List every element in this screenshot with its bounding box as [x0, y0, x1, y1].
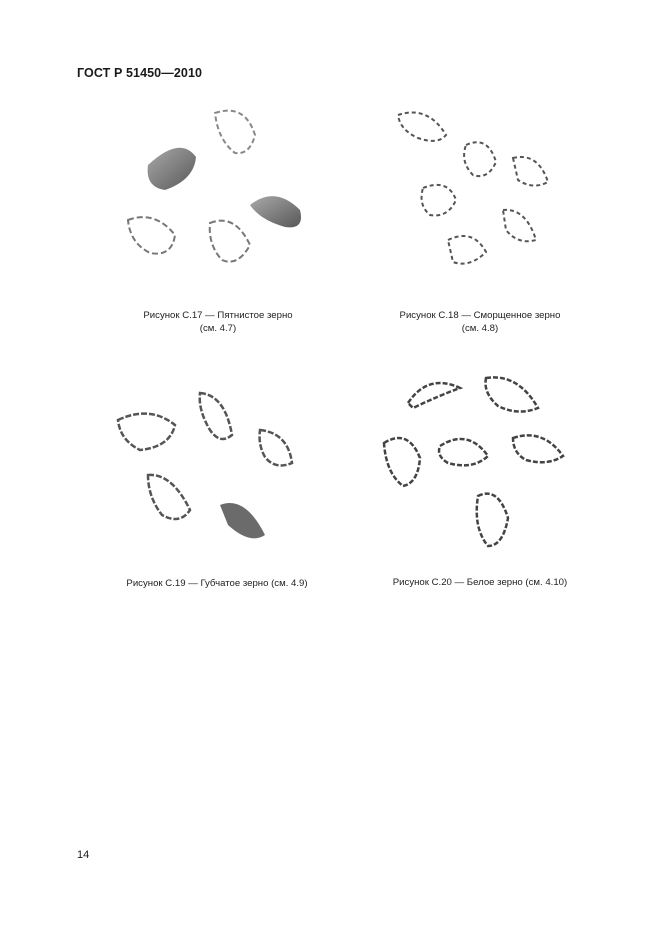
- figure-c20-image: [378, 368, 573, 553]
- document-header: ГОСТ Р 51450—2010: [77, 66, 203, 80]
- bean-3: [250, 196, 301, 227]
- figure-c18-caption: Рисунок С.18 — Сморщенное зерно (см. 4.8): [399, 310, 561, 334]
- bean-2: [200, 393, 232, 439]
- figure-c17-caption: Рисунок С.17 — Пятнистое зерно (см. 4.7): [143, 310, 293, 334]
- bean-3: [513, 157, 548, 186]
- bean-5: [220, 503, 265, 538]
- page-number: 14: [77, 849, 90, 861]
- bean-5: [513, 435, 563, 462]
- bean-4: [148, 475, 190, 519]
- bean-2: [148, 148, 196, 190]
- bean-5: [503, 210, 536, 241]
- bean-2: [464, 142, 496, 176]
- bean-4: [422, 185, 456, 216]
- figure-c17-image: [110, 95, 320, 275]
- bean-5: [210, 221, 250, 262]
- figure-c18-image: [378, 100, 568, 275]
- figure-c19-image: [110, 385, 320, 555]
- bean-3: [384, 438, 420, 486]
- bean-1: [398, 113, 446, 141]
- bean-4: [128, 217, 175, 253]
- bean-6: [448, 236, 486, 264]
- figure-c19-caption: Рисунок С.19 — Губчатое зерно (см. 4.9): [126, 578, 308, 589]
- bean-1: [408, 383, 460, 408]
- bean-1: [118, 414, 175, 450]
- figure-c20-caption: Рисунок С.20 — Белое зерно (см. 4.10): [392, 577, 568, 588]
- bean-3: [260, 430, 292, 465]
- bean-1: [215, 111, 255, 154]
- bean-6: [477, 494, 508, 546]
- bean-2: [486, 377, 539, 411]
- bean-4: [439, 439, 488, 465]
